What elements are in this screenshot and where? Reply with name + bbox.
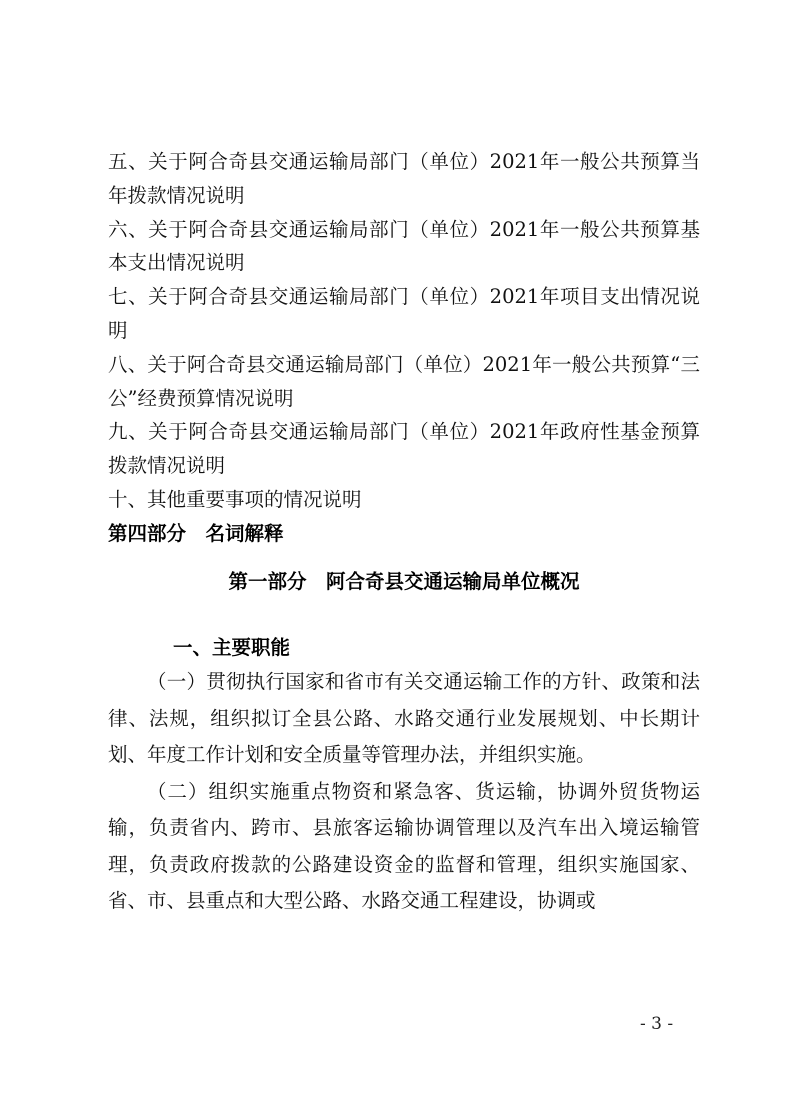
paragraph-1: （一）贯彻执行国家和省市有关交通运输工作的方针、政策和法律、法规，组织拟订全县公路、水路交通行业发展规划、中长期计划、年度工作计划和安全质量等管理办法，并组织实施。	[108, 670, 700, 766]
section-title-main-functions: 一、主要职能	[173, 636, 291, 659]
paragraph-2: （二）组织实施重点物资和紧急客、货运输，协调外贸货物运输，负责省内、跨市、县旅客运输协调管理以及汽车出入境运输管理，负责政府拨款的公路建设资金的监督和管理，组织实施国家、省、市、县重点和大型公路、水路交通工程建设，协调或	[108, 779, 700, 912]
body-text	[108, 664, 700, 920]
toc-part-four-heading: 第四部分 名词解释	[108, 521, 284, 545]
part-one-title: 第一部分 阿合奇县交通运输局单位概况	[228, 570, 580, 593]
toc-item-7: 七、关于阿合奇县交通运输局部门（单位）2021年项目支出情况说明	[108, 285, 700, 342]
toc-item-5: 五、关于阿合奇县交通运输局部门（单位）2021年一般公共预算当年拨款情况说明	[108, 150, 700, 207]
table-of-contents	[108, 145, 700, 551]
toc-item-10: 十、其他重要事项的情况说明	[108, 487, 362, 511]
toc-item-6: 六、关于阿合奇县交通运输局部门（单位）2021年一般公共预算基本支出情况说明	[108, 217, 700, 275]
toc-item-8: 八、关于阿合奇县交通运输局部门（单位）2021年一般公共预算“三公”经费预算情况说明	[108, 352, 700, 410]
toc-item-9: 九、关于阿合奇县交通运输局部门（单位）2021年政府性基金预算拨款情况说明	[108, 420, 700, 478]
page-number: - 3 -	[640, 1014, 674, 1034]
